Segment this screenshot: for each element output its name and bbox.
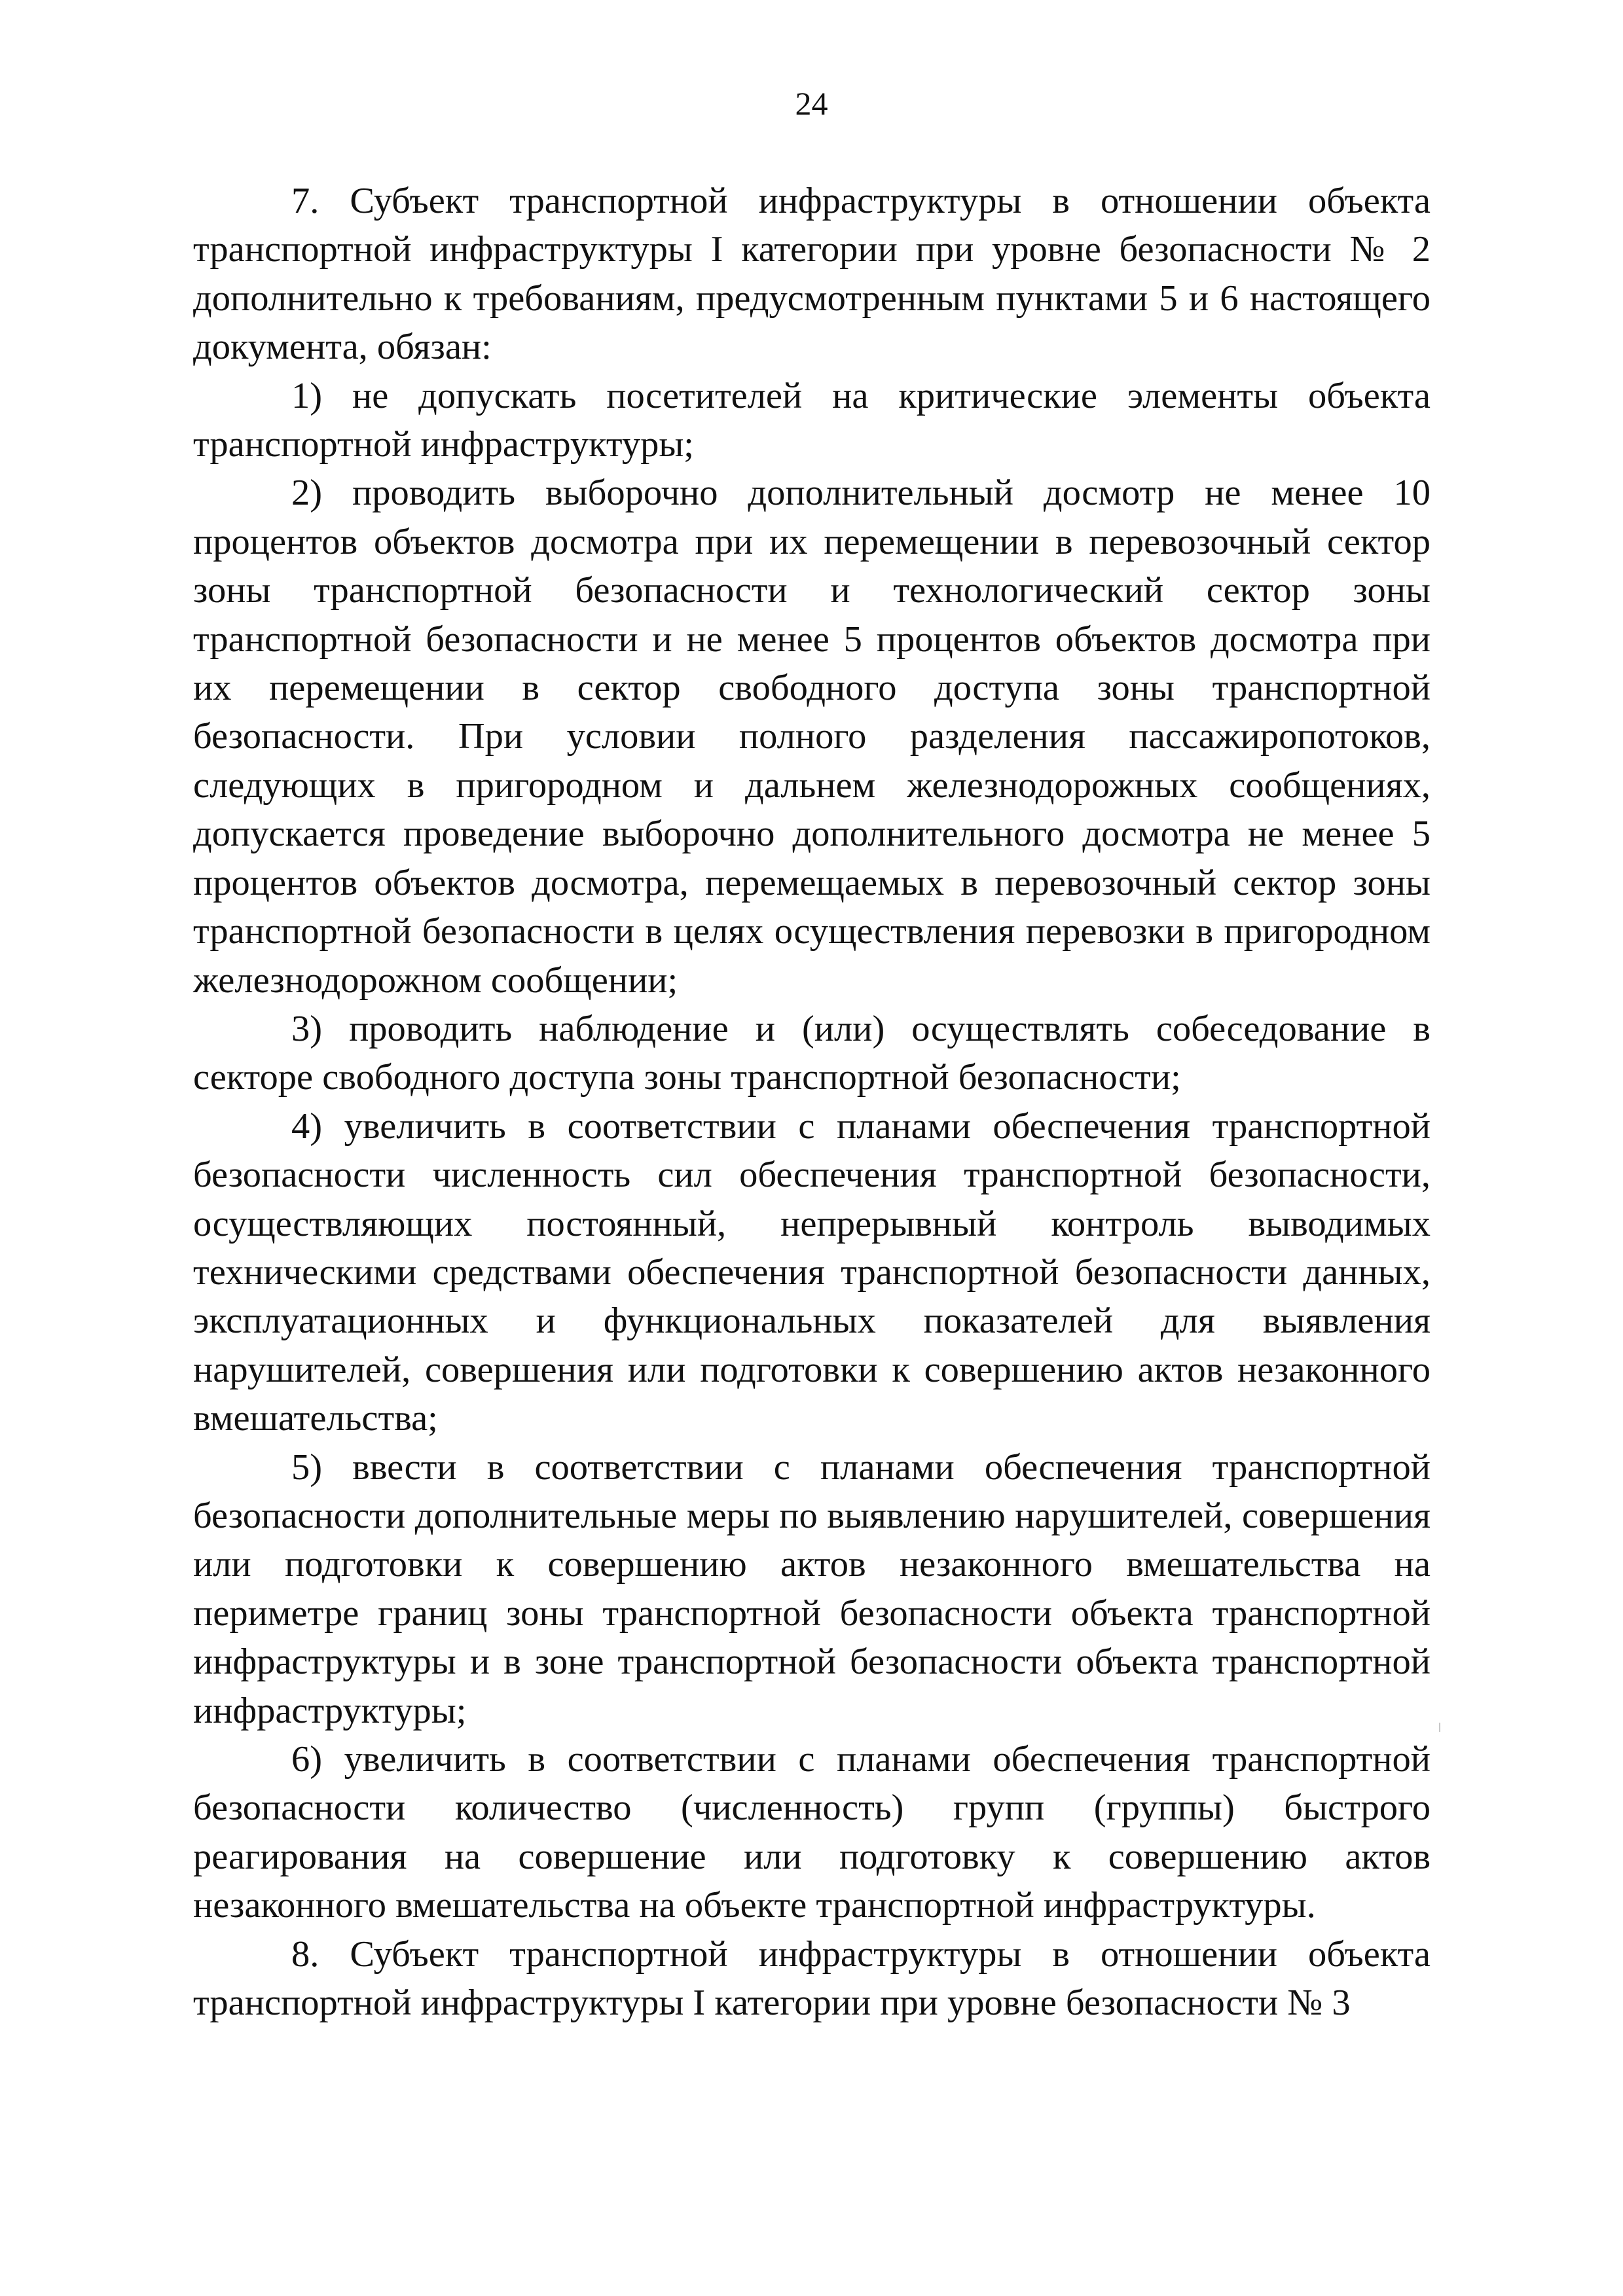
scan-speck — [1439, 1723, 1440, 1732]
page-number: 24 — [795, 85, 828, 122]
document-body — [193, 177, 1431, 2027]
subitem-3: 3) проводить наблюдение и (или) осуществлять собеседование в секторе свободного доступа зоны транспортной безопасности; — [193, 1008, 1431, 1098]
subitem-6: 6) увеличить в соответствии с планами обеспечения транспортной безопасности количество (численность) групп (группы) быстрого реагирования на совершение или подготовку к совершению актов незаконного вмешательства на объекте транспортной инфраструктуры. — [193, 1739, 1431, 1926]
subitem-5: 5) ввести в соответствии с планами обеспечения транспортной безопасности дополнительные меры по выявлению нарушителей, совершения или подготовки к совершению актов незаконного вмешательства на периметре границ зоны транспортной безопасности объекта транспортной инфраструктуры и в зоне транспортной безопасности объекта транспортной инфраструктуры; — [193, 1446, 1431, 1731]
paragraph-8: 8. Субъект транспортной инфраструктуры в отношении объекта транспортной инфраструктуры I категории при уровне безопасности № 3 — [193, 1933, 1431, 2024]
paragraph-7: 7. Субъект транспортной инфраструктуры в отношении объекта транспортной инфраструктуры I категории при уровне безопасности № 2 дополнительно к требованиям, предусмотренным пунктами 5 и 6 настоящего документа, обязан: — [193, 181, 1431, 368]
subitem-2: 2) проводить выборочно дополнительный досмотр не менее 10 процентов объектов досмотра при их перемещении в перевозочный сектор зоны транспортной безопасности и технологический сектор зоны транспортной безопасности и не менее 5 процентов объектов досмотра при их перемещении в сектор свободного доступа зоны транспортной безопасности. При условии полного разделения пассажиропотоков, следующих в пригородном и дальнем железнодорожных сообщениях, допускается проведение выборочно дополнительного досмотра не менее 5 процентов объектов досмотра, перемещаемых в перевозочный сектор зоны транспортной безопасности в целях осуществления перевозки в пригородном железнодорожном сообщении; — [193, 473, 1431, 1001]
subitem-4: 4) увеличить в соответствии с планами обеспечения транспортной безопасности численность сил обеспечения транспортной безопасности, осуществляющих постоянный, непрерывный контроль выводимых техническими средствами обеспечения транспортной безопасности данных, эксплуатационных и функциональных показателей для выявления нарушителей, совершения или подготовки к совершению актов незаконного вмешательства; — [193, 1105, 1431, 1439]
subitem-1: 1) не допускать посетителей на критические элементы объекта транспортной инфраструктуры; — [193, 375, 1431, 465]
